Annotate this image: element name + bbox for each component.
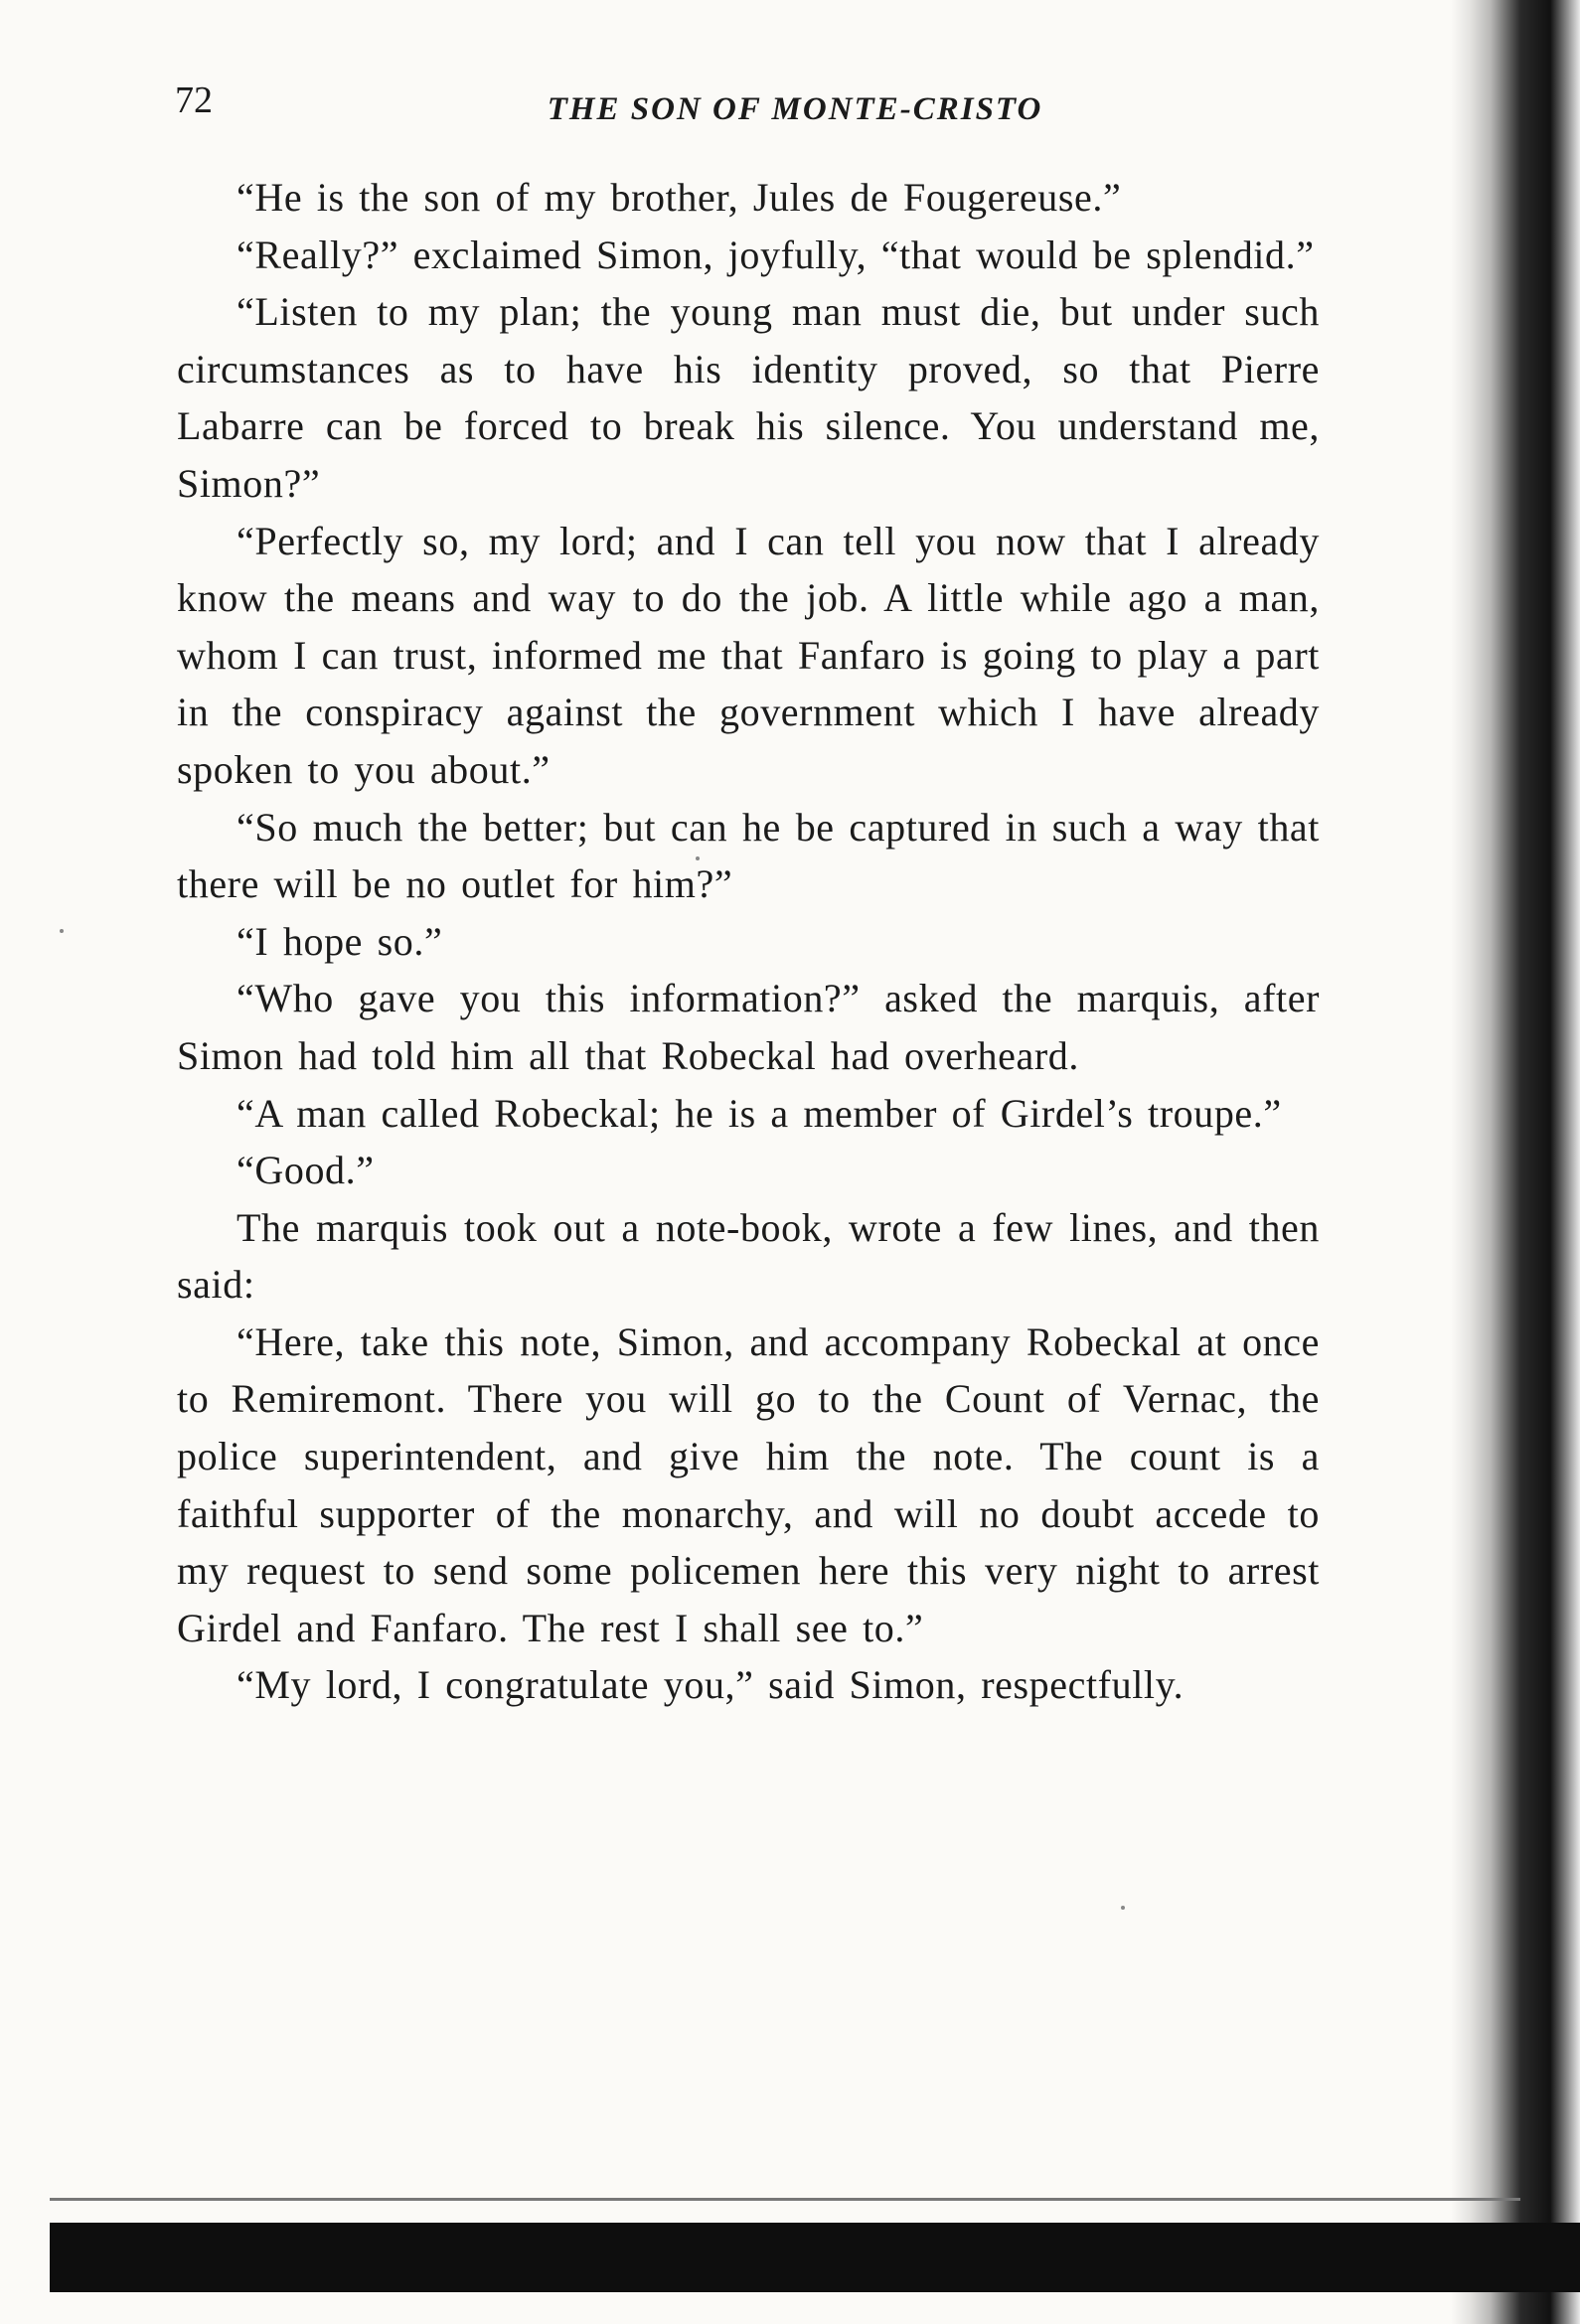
paragraph: “A man called Robeckal; he is a member of Girdel’s troupe.” [237,1090,1282,1136]
ink-speck [1121,1906,1125,1910]
bottom-scan-band [50,2223,1580,2292]
paragraph: “My lord, I congratulate you,” said Simon, respectfully. [237,1662,1185,1708]
page-edge-shadow [1451,0,1580,2324]
paragraph: “Here, take this note, Simon, and accompany Robeckal at once to Remiremont. There you will go to the Count of Vernac, the police superintendent, and give him the note. The count is a faithful supporter of the monarchy, and will no doubt accede to my request to send some policemen here this very night to arrest Girdel and Fanfaro. The rest I shall see to.” [177,1318,1320,1650]
running-title: THE SON OF MONTE-CRISTO [547,91,1043,127]
paragraph: The marquis took out a note-book, wrote a few lines, and then said: [177,1204,1320,1308]
ink-speck [60,929,64,933]
bottom-rule [50,2198,1520,2201]
paragraph: “Good.” [237,1148,375,1193]
paragraph: “Really?” exclaimed Simon, joyfully, “that would be splendid.” [237,232,1315,277]
paragraph: “He is the son of my brother, Jules de Fougereuse.” [237,175,1122,220]
body-text [177,169,1320,1714]
paragraph: “Listen to my plan; the young man must die, but under such circumstances as to have his identity proved, so that Pierre Labarre can be forced to break his silence. You understand me, Simon?” [177,289,1320,506]
page-number: 72 [175,79,213,121]
paragraph: “I hope so.” [237,918,443,964]
paragraph: “Who gave you this information?” asked the marquis, after Simon had told him all that Robeckal had overheard. [177,976,1320,1078]
ink-speck [696,856,700,860]
paragraph: “Perfectly so, my lord; and I can tell you now that I already know the means and way to do the job. A little while ago a man, whom I can trust, informed me that Fanfaro is going to play a part in the conspiracy against the government which I have already spoken to you about.” [177,518,1320,792]
paragraph: “So much the better; but can he be captured in such a way that there will be no outlet for him?” [177,804,1320,907]
